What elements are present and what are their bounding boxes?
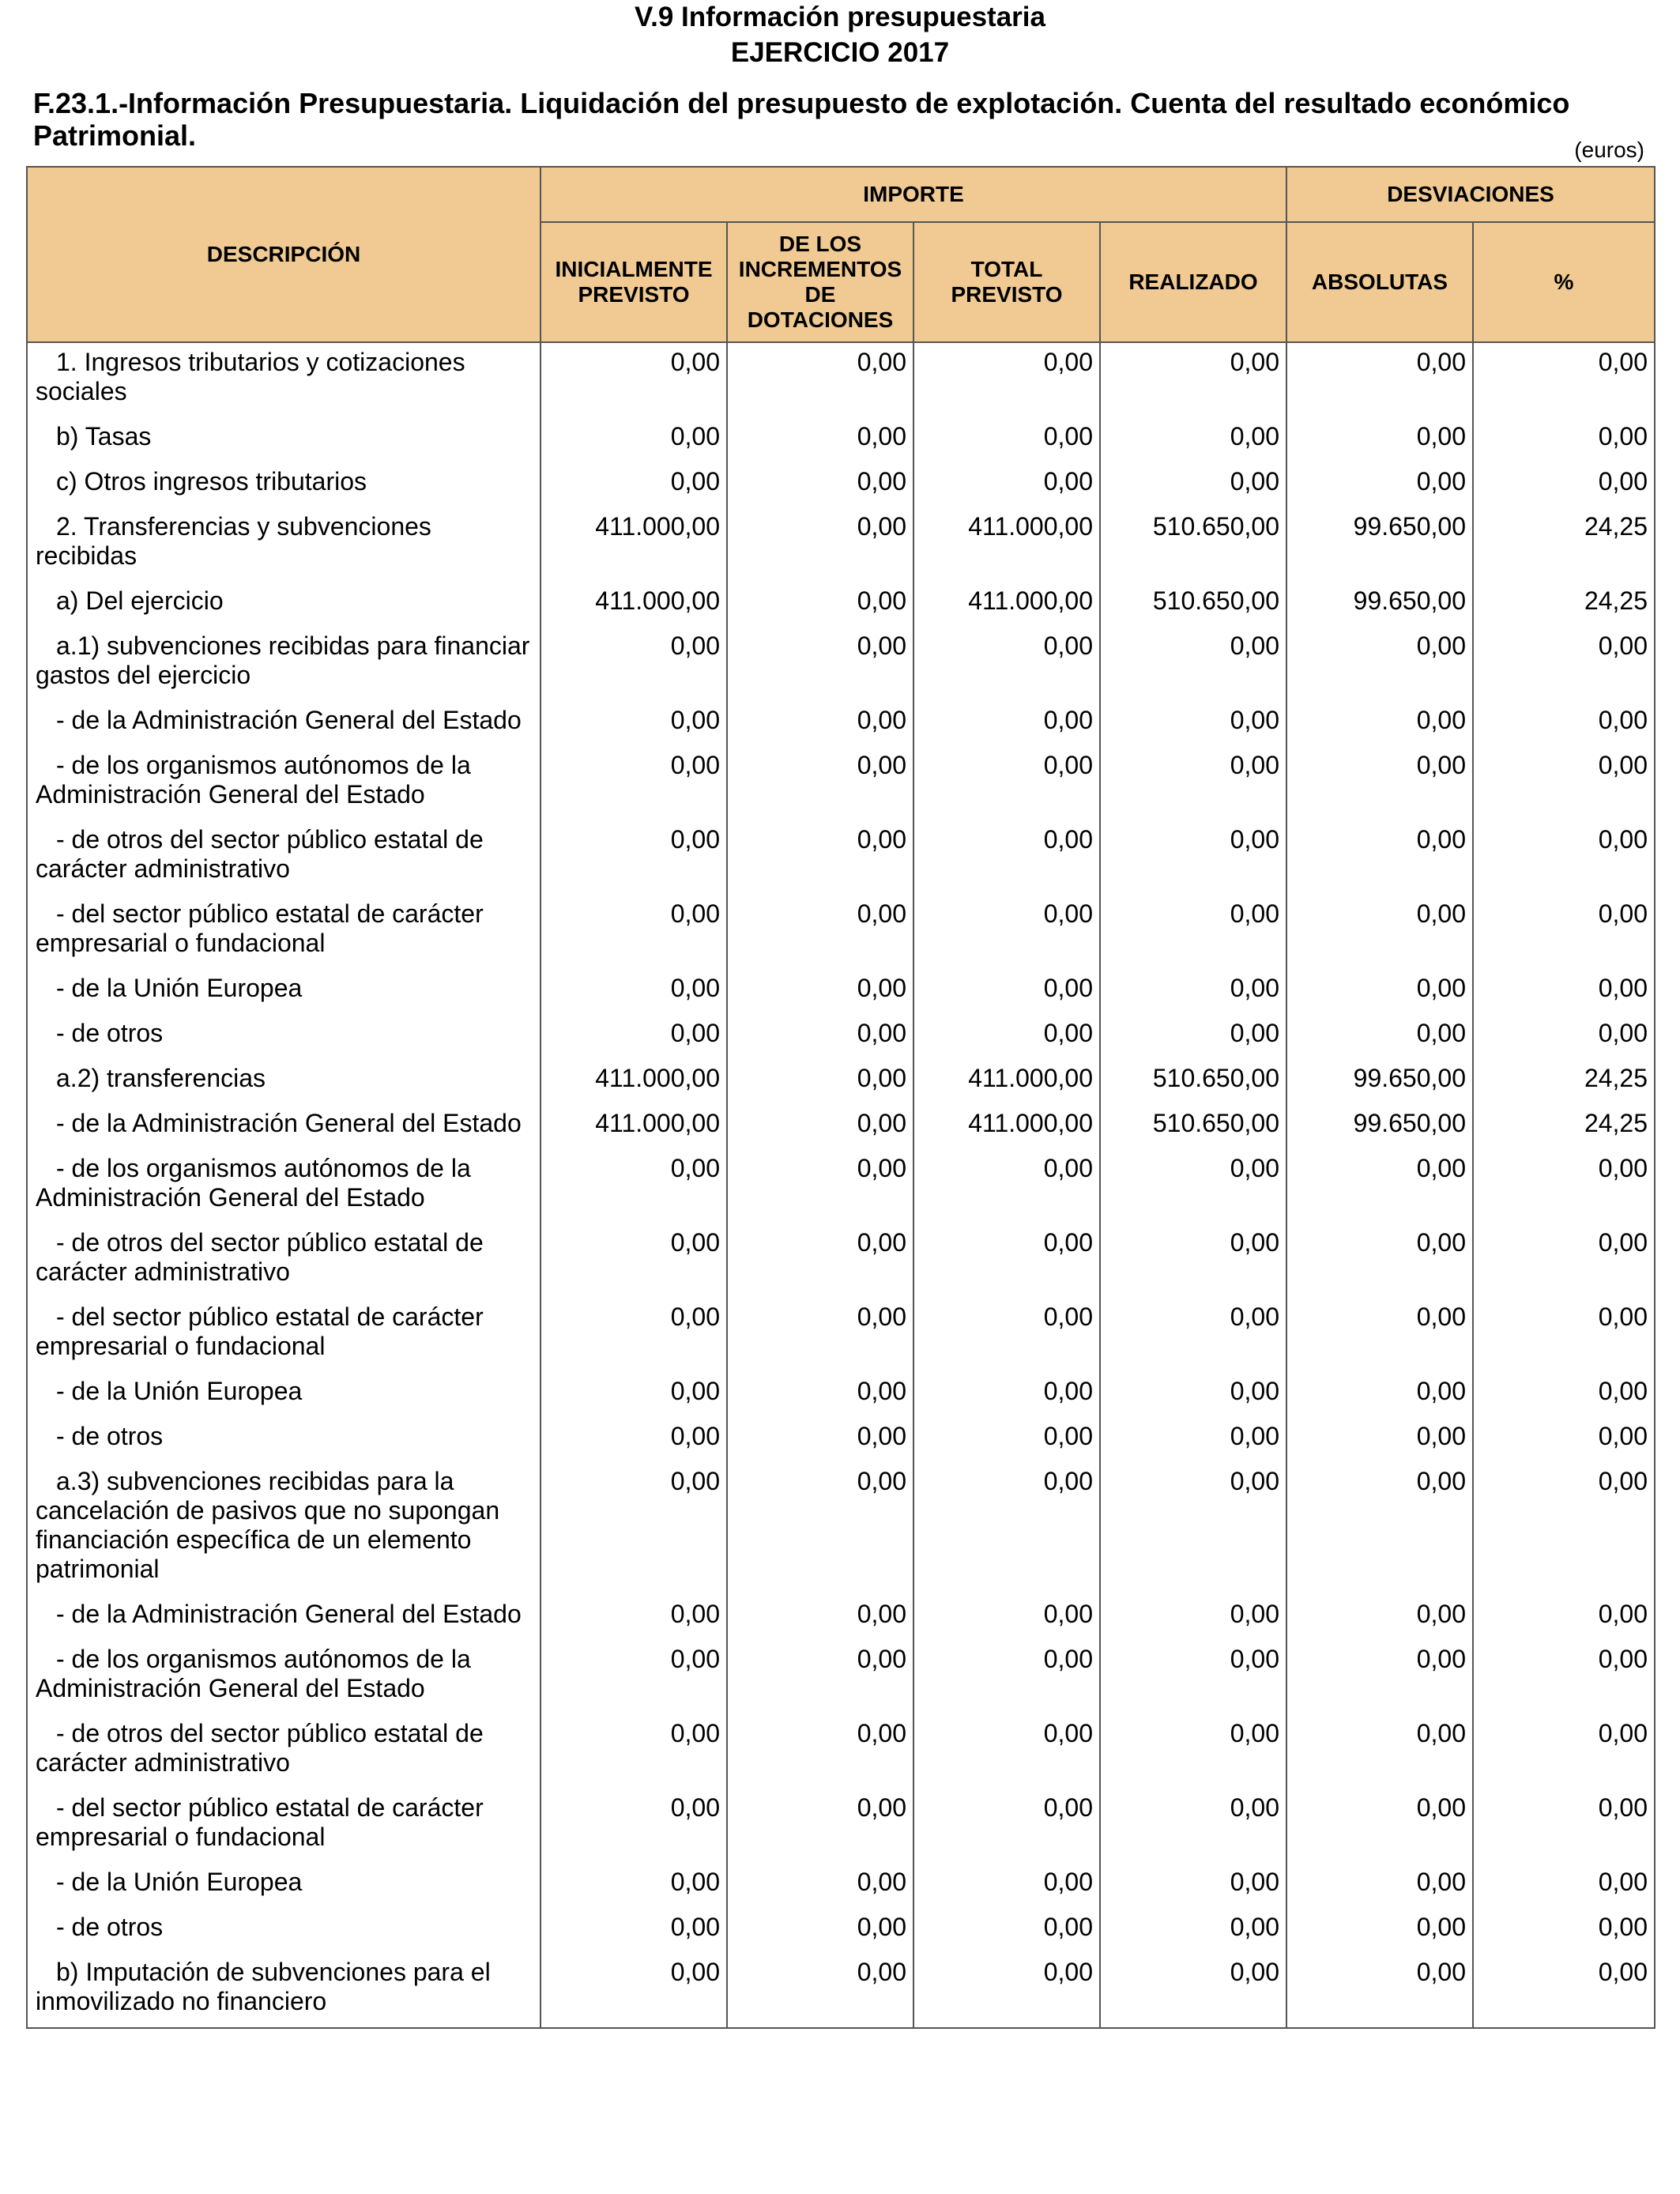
row-description (27, 1714, 541, 1789)
table-row (27, 820, 1655, 895)
cell-realizado: 0,00 (1100, 1298, 1286, 1372)
cell-realizado: 0,00 (1100, 1789, 1286, 1863)
table-row (27, 1372, 1655, 1417)
row-description (27, 1223, 541, 1298)
cell-total-previsto: 0,00 (913, 1908, 1100, 1953)
cell-realizado: 0,00 (1100, 1953, 1286, 2028)
cell-inicialmente-previsto: 0,00 (541, 342, 727, 417)
cell-inicialmente-previsto: 411.000,00 (541, 1059, 727, 1104)
cell-realizado: 0,00 (1100, 701, 1286, 746)
cell-total-previsto: 0,00 (913, 820, 1100, 895)
table-row (27, 1789, 1655, 1863)
table-row (27, 342, 1655, 417)
row-description (27, 1059, 541, 1104)
row-description-text: del sector público estatal de carácter empresarial o fundacional (36, 899, 484, 957)
cell-inicialmente-previsto: 0,00 (541, 1223, 727, 1298)
cell-realizado: 0,00 (1100, 1462, 1286, 1595)
cell-total-previsto: 0,00 (913, 969, 1100, 1014)
cell-total-previsto: 0,00 (913, 342, 1100, 417)
cell-incrementos: 0,00 (727, 1714, 913, 1789)
col-header-absolutas: ABSOLUTAS (1286, 222, 1473, 342)
row-description-text: transferencias (107, 1064, 266, 1092)
row-description (27, 1014, 541, 1059)
cell-realizado: 0,00 (1100, 820, 1286, 895)
cell-porcentaje: 0,00 (1473, 1595, 1655, 1640)
cell-incrementos: 0,00 (727, 627, 913, 701)
cell-realizado: 0,00 (1100, 342, 1286, 417)
table-row (27, 1462, 1655, 1595)
cell-inicialmente-previsto: 0,00 (541, 1640, 727, 1714)
row-description (27, 507, 541, 582)
cell-realizado: 0,00 (1100, 1908, 1286, 1953)
row-label: 2. (56, 512, 84, 541)
row-description (27, 895, 541, 969)
cell-porcentaje: 24,25 (1473, 582, 1655, 627)
cell-incrementos: 0,00 (727, 1640, 913, 1714)
cell-total-previsto: 0,00 (913, 462, 1100, 507)
cell-total-previsto: 411.000,00 (913, 507, 1100, 582)
cell-inicialmente-previsto: 0,00 (541, 627, 727, 701)
cell-realizado: 0,00 (1100, 1595, 1286, 1640)
cell-realizado: 0,00 (1100, 417, 1286, 462)
cell-inicialmente-previsto: 411.000,00 (541, 507, 727, 582)
cell-inicialmente-previsto: 0,00 (541, 417, 727, 462)
cell-total-previsto: 0,00 (913, 1372, 1100, 1417)
cell-absolutas: 0,00 (1286, 1863, 1473, 1908)
cell-total-previsto: 0,00 (913, 1223, 1100, 1298)
cell-absolutas: 0,00 (1286, 895, 1473, 969)
cell-total-previsto: 0,00 (913, 1714, 1100, 1789)
cell-porcentaje: 0,00 (1473, 969, 1655, 1014)
row-description (27, 1417, 541, 1462)
cell-inicialmente-previsto: 0,00 (541, 1298, 727, 1372)
cell-incrementos: 0,00 (727, 1908, 913, 1953)
row-label: - (56, 1377, 72, 1405)
cell-incrementos: 0,00 (727, 1014, 913, 1059)
cell-inicialmente-previsto: 0,00 (541, 1789, 727, 1863)
row-description (27, 1640, 541, 1714)
cell-realizado: 0,00 (1100, 1372, 1286, 1417)
row-label: - (56, 1154, 72, 1182)
cell-total-previsto: 0,00 (913, 1789, 1100, 1863)
row-description (27, 1372, 541, 1417)
section-title: V.9 Información presupuestaria (635, 2, 1045, 32)
row-description-text: Imputación de subvenciones para el inmovilizado no financiero (36, 1958, 491, 2015)
row-label: - (56, 1913, 72, 1941)
row-label: - (56, 1645, 72, 1673)
row-label: a.2) (56, 1064, 107, 1092)
row-description-text: de los organismos autónomos de la Administración General del Estado (36, 1154, 471, 1212)
row-description (27, 1595, 541, 1640)
cell-incrementos: 0,00 (727, 342, 913, 417)
cell-absolutas: 0,00 (1286, 1372, 1473, 1417)
row-label: - (56, 706, 72, 734)
cell-absolutas: 0,00 (1286, 1640, 1473, 1714)
row-description (27, 417, 541, 462)
cell-absolutas: 0,00 (1286, 701, 1473, 746)
row-label: 1. (56, 348, 85, 376)
row-description-text: Tasas (85, 422, 152, 450)
cell-incrementos: 0,00 (727, 1863, 913, 1908)
cell-inicialmente-previsto: 0,00 (541, 969, 727, 1014)
row-description-text: de otros del sector público estatal de carácter administrativo (36, 1719, 484, 1777)
row-label: - (56, 1793, 72, 1822)
cell-realizado: 0,00 (1100, 1714, 1286, 1789)
row-description (27, 1298, 541, 1372)
row-label: a.3) (56, 1467, 107, 1495)
cell-total-previsto: 0,00 (913, 417, 1100, 462)
row-label: - (56, 1109, 72, 1137)
cell-total-previsto: 0,00 (913, 1014, 1100, 1059)
cell-inicialmente-previsto: 411.000,00 (541, 1104, 727, 1149)
row-description-text: Otros ingresos tributarios (84, 467, 367, 496)
cell-incrementos: 0,00 (727, 582, 913, 627)
cell-incrementos: 0,00 (727, 1789, 913, 1863)
cell-incrementos: 0,00 (727, 1104, 913, 1149)
report-subtitle: F.23.1.-Información Presupuestaria. Liquidación del presupuesto de explotación. Cuenta del resultado económico Patrimonial. (33, 87, 1570, 152)
cell-porcentaje: 0,00 (1473, 342, 1655, 417)
row-description-text: Ingresos tributarios y cotizaciones sociales (36, 348, 465, 405)
col-header-inicialmente-previsto: INICIALMENTE PREVISTO (541, 222, 727, 342)
table-row (27, 1953, 1655, 2028)
cell-absolutas: 99.650,00 (1286, 582, 1473, 627)
cell-inicialmente-previsto: 411.000,00 (541, 582, 727, 627)
table-row (27, 627, 1655, 701)
cell-porcentaje: 0,00 (1473, 1014, 1655, 1059)
cell-porcentaje: 0,00 (1473, 1417, 1655, 1462)
cell-incrementos: 0,00 (727, 417, 913, 462)
cell-absolutas: 0,00 (1286, 1462, 1473, 1595)
col-header-porcentaje: % (1473, 222, 1655, 342)
table-row (27, 1863, 1655, 1908)
cell-absolutas: 0,00 (1286, 1595, 1473, 1640)
cell-porcentaje: 24,25 (1473, 1104, 1655, 1149)
cell-absolutas: 0,00 (1286, 1789, 1473, 1863)
cell-porcentaje: 0,00 (1473, 1908, 1655, 1953)
cell-realizado: 510.650,00 (1100, 507, 1286, 582)
fiscal-year-title: EJERCICIO 2017 (730, 37, 950, 68)
cell-absolutas: 0,00 (1286, 1298, 1473, 1372)
table-row (27, 1417, 1655, 1462)
cell-absolutas: 0,00 (1286, 462, 1473, 507)
row-label: b) (56, 422, 85, 450)
cell-inicialmente-previsto: 0,00 (541, 1462, 727, 1595)
row-label: - (56, 1302, 72, 1331)
row-label: - (56, 1600, 72, 1628)
row-label: - (56, 899, 72, 928)
row-label: - (56, 1868, 72, 1896)
row-description-text: subvenciones recibidas para financiar gastos del ejercicio (36, 631, 530, 689)
row-description-text: de los organismos autónomos de la Administración General del Estado (36, 1645, 471, 1702)
cell-porcentaje: 0,00 (1473, 462, 1655, 507)
cell-porcentaje: 0,00 (1473, 1462, 1655, 1595)
cell-porcentaje: 0,00 (1473, 1953, 1655, 2028)
cell-incrementos: 0,00 (727, 1298, 913, 1372)
row-label: b) (56, 1958, 86, 1986)
cell-realizado: 0,00 (1100, 627, 1286, 701)
group-header-desviaciones: DESVIACIONES (1286, 167, 1655, 222)
cell-porcentaje: 0,00 (1473, 1714, 1655, 1789)
cell-absolutas: 0,00 (1286, 969, 1473, 1014)
table-row (27, 1223, 1655, 1298)
row-label: - (56, 974, 72, 1002)
table-row (27, 1714, 1655, 1789)
col-header-descripcion: DESCRIPCIÓN (27, 167, 541, 342)
cell-inicialmente-previsto: 0,00 (541, 462, 727, 507)
cell-porcentaje: 0,00 (1473, 627, 1655, 701)
cell-incrementos: 0,00 (727, 507, 913, 582)
row-label: - (56, 1422, 72, 1450)
col-header-total-previsto: TOTAL PREVISTO (913, 222, 1100, 342)
cell-realizado: 0,00 (1100, 1223, 1286, 1298)
cell-absolutas: 99.650,00 (1286, 507, 1473, 582)
cell-inicialmente-previsto: 0,00 (541, 1595, 727, 1640)
cell-incrementos: 0,00 (727, 1059, 913, 1104)
cell-absolutas: 99.650,00 (1286, 1059, 1473, 1104)
row-description-text: subvenciones recibidas para la cancelación de pasivos que no supongan financiación específica de un elemento patrimonial (36, 1467, 500, 1583)
cell-total-previsto: 0,00 (913, 1462, 1100, 1595)
cell-total-previsto: 0,00 (913, 627, 1100, 701)
row-description (27, 701, 541, 746)
row-description-text: de otros del sector público estatal de carácter administrativo (36, 825, 484, 883)
cell-absolutas: 0,00 (1286, 627, 1473, 701)
row-description-text: de la Unión Europea (71, 1377, 303, 1405)
row-description (27, 969, 541, 1014)
cell-inicialmente-previsto: 0,00 (541, 820, 727, 895)
cell-inicialmente-previsto: 0,00 (541, 1014, 727, 1059)
table-row (27, 1104, 1655, 1149)
cell-absolutas: 0,00 (1286, 1223, 1473, 1298)
cell-realizado: 0,00 (1100, 1149, 1286, 1223)
row-description (27, 1863, 541, 1908)
cell-incrementos: 0,00 (727, 1595, 913, 1640)
cell-realizado: 0,00 (1100, 969, 1286, 1014)
table-row (27, 1595, 1655, 1640)
cell-porcentaje: 0,00 (1473, 1372, 1655, 1417)
cell-incrementos: 0,00 (727, 1417, 913, 1462)
cell-porcentaje: 0,00 (1473, 1223, 1655, 1298)
cell-incrementos: 0,00 (727, 746, 913, 820)
row-description (27, 627, 541, 701)
cell-total-previsto: 0,00 (913, 1953, 1100, 2028)
row-label: - (56, 751, 72, 779)
cell-total-previsto: 0,00 (913, 1417, 1100, 1462)
group-header-importe: IMPORTE (541, 167, 1286, 222)
cell-incrementos: 0,00 (727, 701, 913, 746)
row-description-text: de la Unión Europea (71, 1868, 303, 1896)
cell-realizado: 510.650,00 (1100, 1104, 1286, 1149)
table-row (27, 417, 1655, 462)
cell-total-previsto: 0,00 (913, 701, 1100, 746)
table-row (27, 895, 1655, 969)
cell-inicialmente-previsto: 0,00 (541, 895, 727, 969)
row-description (27, 582, 541, 627)
cell-realizado: 0,00 (1100, 746, 1286, 820)
row-description-text: de la Administración General del Estado (71, 706, 522, 734)
cell-absolutas: 0,00 (1286, 1953, 1473, 2028)
cell-absolutas: 0,00 (1286, 1714, 1473, 1789)
cell-realizado: 510.650,00 (1100, 582, 1286, 627)
row-description (27, 1149, 541, 1223)
row-description (27, 746, 541, 820)
cell-porcentaje: 0,00 (1473, 417, 1655, 462)
row-description (27, 342, 541, 417)
row-description (27, 820, 541, 895)
cell-realizado: 510.650,00 (1100, 1059, 1286, 1104)
row-description-text: de la Unión Europea (71, 974, 303, 1002)
cell-incrementos: 0,00 (727, 820, 913, 895)
row-label: - (56, 1228, 72, 1257)
row-description-text: Transferencias y subvenciones recibidas (36, 512, 431, 570)
cell-inicialmente-previsto: 0,00 (541, 1863, 727, 1908)
cell-porcentaje: 0,00 (1473, 820, 1655, 895)
cell-absolutas: 0,00 (1286, 820, 1473, 895)
cell-inicialmente-previsto: 0,00 (541, 1149, 727, 1223)
cell-inicialmente-previsto: 0,00 (541, 1953, 727, 2028)
cell-total-previsto: 0,00 (913, 1863, 1100, 1908)
cell-realizado: 0,00 (1100, 895, 1286, 969)
cell-absolutas: 0,00 (1286, 1014, 1473, 1059)
row-description (27, 1462, 541, 1595)
cell-total-previsto: 411.000,00 (913, 582, 1100, 627)
cell-absolutas: 0,00 (1286, 1908, 1473, 1953)
cell-inicialmente-previsto: 0,00 (541, 1417, 727, 1462)
cell-incrementos: 0,00 (727, 1223, 913, 1298)
cell-incrementos: 0,00 (727, 895, 913, 969)
cell-total-previsto: 0,00 (913, 1595, 1100, 1640)
row-description-text: de la Administración General del Estado (71, 1109, 522, 1137)
row-label: a) (56, 586, 86, 615)
cell-porcentaje: 0,00 (1473, 1863, 1655, 1908)
row-description-text: de otros (71, 1913, 164, 1941)
table-row (27, 1149, 1655, 1223)
cell-total-previsto: 0,00 (913, 1640, 1100, 1714)
cell-absolutas: 99.650,00 (1286, 1104, 1473, 1149)
cell-inicialmente-previsto: 0,00 (541, 746, 727, 820)
cell-realizado: 0,00 (1100, 1640, 1286, 1714)
table-row (27, 1014, 1655, 1059)
row-description-text: de la Administración General del Estado (71, 1600, 522, 1628)
cell-porcentaje: 0,00 (1473, 1640, 1655, 1714)
cell-inicialmente-previsto: 0,00 (541, 701, 727, 746)
cell-porcentaje: 0,00 (1473, 1298, 1655, 1372)
table-row (27, 1640, 1655, 1714)
row-label: - (56, 1719, 72, 1747)
row-description-text: del sector público estatal de carácter empresarial o fundacional (36, 1302, 484, 1360)
row-label: c) (56, 467, 85, 496)
row-label: - (56, 825, 72, 854)
cell-incrementos: 0,00 (727, 1462, 913, 1595)
cell-absolutas: 0,00 (1286, 1149, 1473, 1223)
row-description-text: de otros del sector público estatal de carácter administrativo (36, 1228, 484, 1286)
cell-inicialmente-previsto: 0,00 (541, 1372, 727, 1417)
cell-realizado: 0,00 (1100, 1417, 1286, 1462)
cell-inicialmente-previsto: 0,00 (541, 1714, 727, 1789)
cell-absolutas: 0,00 (1286, 1417, 1473, 1462)
table-row (27, 701, 1655, 746)
row-description (27, 462, 541, 507)
cell-total-previsto: 0,00 (913, 1298, 1100, 1372)
cell-incrementos: 0,00 (727, 1149, 913, 1223)
row-label: - (56, 1019, 72, 1047)
cell-porcentaje: 0,00 (1473, 746, 1655, 820)
row-description (27, 1789, 541, 1863)
row-description (27, 1104, 541, 1149)
row-description-text: de otros (71, 1019, 164, 1047)
table-row (27, 746, 1655, 820)
cell-porcentaje: 0,00 (1473, 1149, 1655, 1223)
row-description-text: de otros (71, 1422, 164, 1450)
cell-porcentaje: 24,25 (1473, 1059, 1655, 1104)
cell-total-previsto: 411.000,00 (913, 1104, 1100, 1149)
cell-porcentaje: 0,00 (1473, 701, 1655, 746)
cell-absolutas: 0,00 (1286, 342, 1473, 417)
cell-realizado: 0,00 (1100, 1014, 1286, 1059)
currency-unit: (euros) (1574, 138, 1644, 162)
cell-porcentaje: 24,25 (1473, 507, 1655, 582)
table-row (27, 1059, 1655, 1104)
cell-incrementos: 0,00 (727, 1953, 913, 2028)
row-description-text: Del ejercicio (85, 586, 224, 615)
table-row (27, 1298, 1655, 1372)
table-row (27, 969, 1655, 1014)
cell-total-previsto: 0,00 (913, 1149, 1100, 1223)
cell-incrementos: 0,00 (727, 462, 913, 507)
row-description-text: de los organismos autónomos de la Administración General del Estado (36, 751, 471, 809)
cell-total-previsto: 0,00 (913, 895, 1100, 969)
cell-incrementos: 0,00 (727, 969, 913, 1014)
cell-incrementos: 0,00 (727, 1372, 913, 1417)
row-label: a.1) (56, 631, 107, 660)
row-description (27, 1953, 541, 2028)
cell-porcentaje: 0,00 (1473, 895, 1655, 969)
cell-realizado: 0,00 (1100, 1863, 1286, 1908)
table-row (27, 1908, 1655, 1953)
cell-realizado: 0,00 (1100, 462, 1286, 507)
col-header-realizado: REALIZADO (1100, 222, 1286, 342)
budget-table (26, 166, 1656, 2029)
row-description (27, 1908, 541, 1953)
cell-absolutas: 0,00 (1286, 746, 1473, 820)
table-body (27, 342, 1655, 2028)
table-row (27, 462, 1655, 507)
cell-total-previsto: 411.000,00 (913, 1059, 1100, 1104)
cell-absolutas: 0,00 (1286, 417, 1473, 462)
cell-inicialmente-previsto: 0,00 (541, 1908, 727, 1953)
table-row (27, 582, 1655, 627)
table-row (27, 507, 1655, 582)
col-header-incrementos: DE LOS INCREMENTOS DE DOTACIONES (727, 222, 913, 342)
row-description-text: del sector público estatal de carácter empresarial o fundacional (36, 1793, 484, 1851)
cell-porcentaje: 0,00 (1473, 1789, 1655, 1863)
cell-total-previsto: 0,00 (913, 746, 1100, 820)
